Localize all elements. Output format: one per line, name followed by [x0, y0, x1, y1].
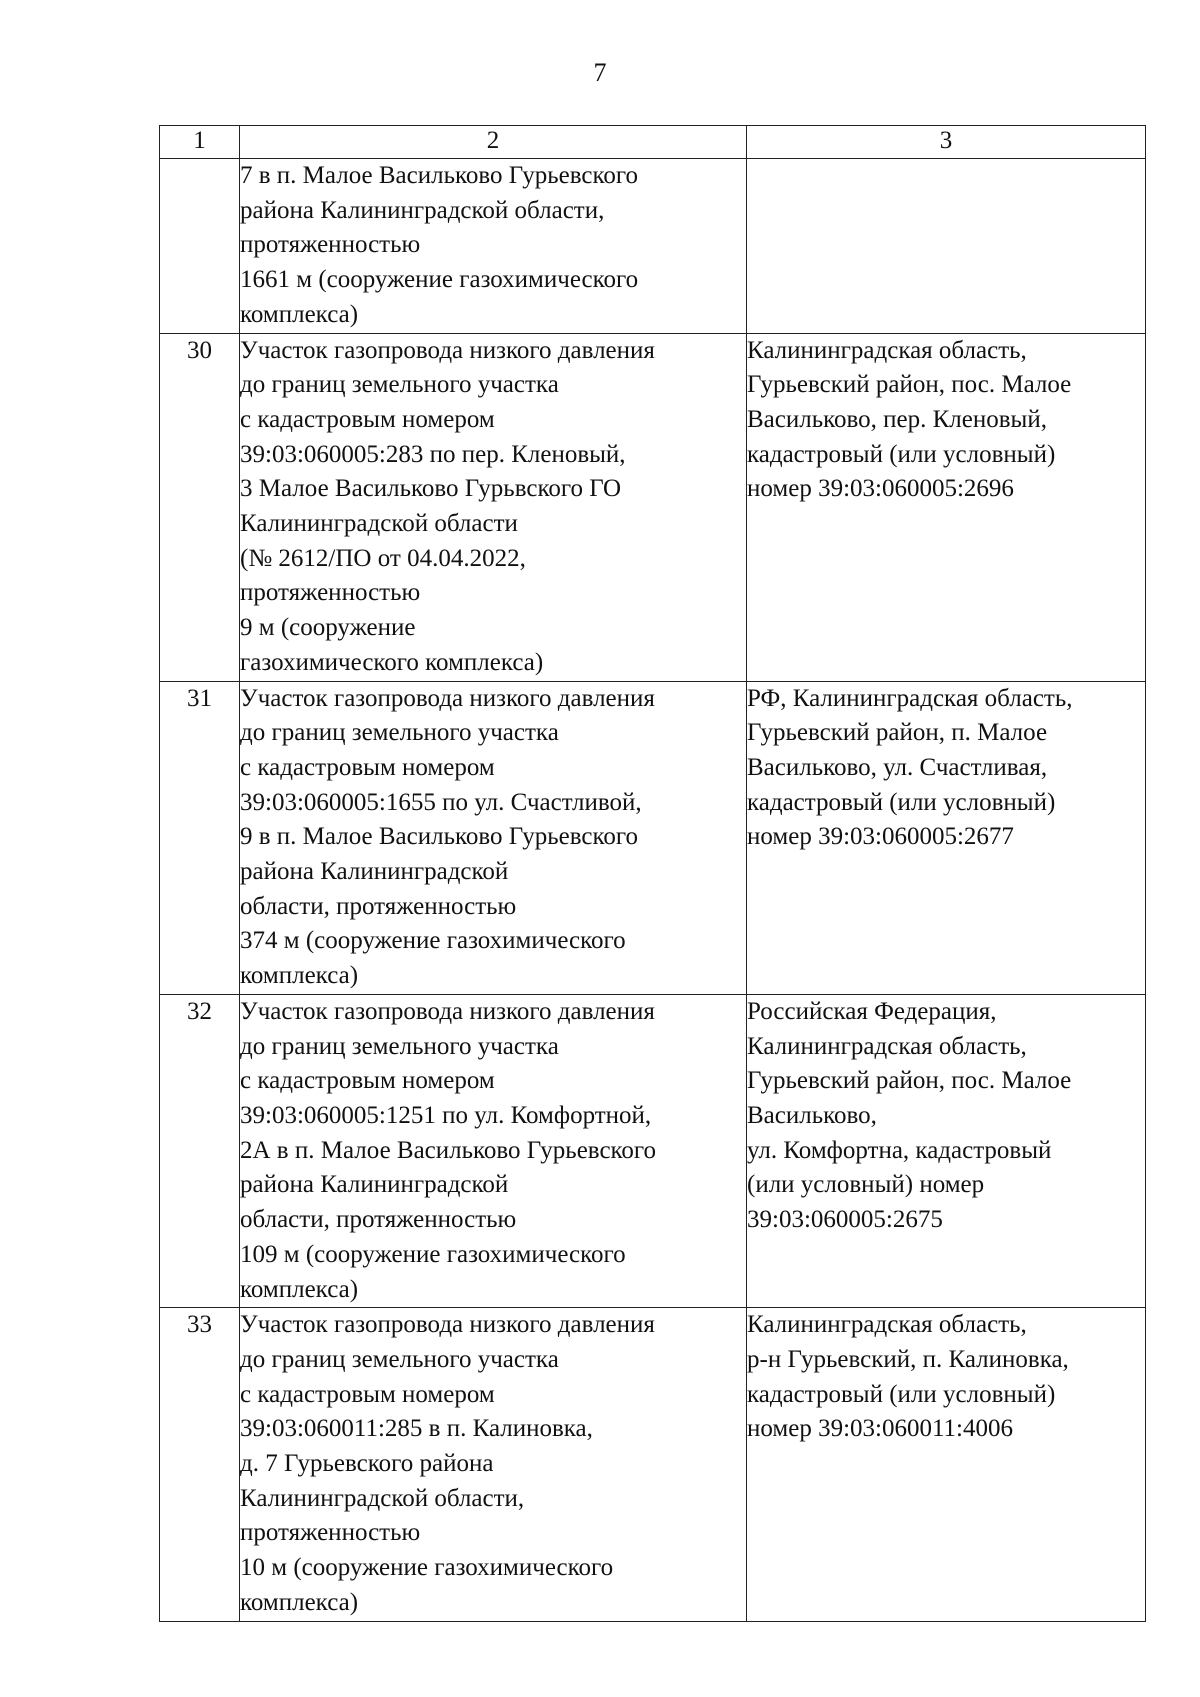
- description-line: с кадастровым номером: [240, 1067, 495, 1095]
- description-line: 10 м (сооружение газохимического: [240, 1554, 614, 1582]
- object-location: [747, 159, 1146, 334]
- description-line: 109 м (сооружение газохимического: [240, 1240, 626, 1268]
- location-line: номер 39:03:060005:2677: [747, 823, 1014, 851]
- description-line: 39:03:060005:1251 по ул. Комфортной,: [240, 1101, 652, 1129]
- location-line: кадастровый (или условный): [747, 788, 1056, 816]
- table-row: [160, 681, 1146, 994]
- description-line: до границ земельного участка: [240, 719, 559, 747]
- description-line: протяженностью: [240, 579, 421, 607]
- object-description: [240, 159, 747, 334]
- location-line: РФ, Калининградская область,: [747, 684, 1073, 712]
- location-line: номер 39:03:060005:2696: [747, 475, 1014, 503]
- location-line: р-н Гурьевский, п. Калиновка,: [747, 1345, 1069, 1373]
- column-header-1: 1: [160, 126, 240, 159]
- location-line: кадастровый (или условный): [747, 1380, 1056, 1408]
- row-number: 31: [160, 681, 240, 994]
- location-line: Калининградская область,: [747, 1032, 1027, 1060]
- description-line: до границ земельного участка: [240, 371, 559, 399]
- description-line: района Калининградской: [240, 858, 509, 886]
- description-line: 3 Малое Васильково Гурьвского ГО: [240, 475, 622, 503]
- description-line: 39:03:060005:1655 по ул. Счастливой,: [240, 788, 642, 816]
- description-line: 7 в п. Малое Васильково Гурьевского: [240, 162, 638, 189]
- description-line: д. 7 Гурьевского района: [240, 1450, 494, 1478]
- object-description: [240, 994, 747, 1307]
- description-line: с кадастровым номером: [240, 753, 495, 781]
- location-line: Гурьевский район, пос. Малое: [747, 1067, 1072, 1095]
- description-line: до границ земельного участка: [240, 1032, 559, 1060]
- description-line: области, протяженностью: [240, 892, 517, 920]
- location-line: Гурьевский район, пос. Малое: [747, 371, 1072, 399]
- description-line: области, протяженностью: [240, 1206, 517, 1234]
- description-line: 39:03:060005:283 по пер. Кленовый,: [240, 440, 626, 468]
- table-body: [160, 159, 1146, 1622]
- object-description: [240, 1308, 747, 1621]
- description-line: с кадастровым номером: [240, 1380, 495, 1408]
- object-description: [240, 681, 747, 994]
- location-line: Васильково, ул. Счастливая,: [747, 753, 1048, 781]
- description-line: Участок газопровода низкого давления: [240, 1311, 655, 1339]
- location-line: Гурьевский район, п. Малое: [747, 719, 1048, 747]
- table-header: [160, 126, 1146, 159]
- description-line: газохимического комплекса): [240, 648, 544, 676]
- description-line: комплекса): [240, 1588, 359, 1616]
- page-number: 7: [593, 58, 607, 87]
- description-line: района Калининградской области,: [240, 196, 605, 224]
- description-line: Калининградской области,: [240, 1484, 525, 1512]
- location-line: Калининградская область,: [747, 336, 1027, 364]
- description-line: 9 в п. Малое Васильково Гурьевского: [240, 823, 638, 851]
- description-line: комплекса): [240, 1275, 359, 1303]
- column-header-2: 2: [240, 126, 747, 159]
- description-line: протяженностью: [240, 1519, 421, 1547]
- object-location: [747, 333, 1146, 681]
- object-description: [240, 333, 747, 681]
- object-location: [747, 681, 1146, 994]
- column-header-3: 3: [747, 126, 1146, 159]
- location-line: 39:03:060005:2675: [747, 1206, 943, 1234]
- table-row: [160, 994, 1146, 1307]
- row-number: 30: [160, 333, 240, 681]
- description-line: района Калининградской: [240, 1171, 509, 1199]
- description-line: Калининградской области: [240, 510, 518, 538]
- object-location: [747, 1308, 1146, 1621]
- description-line: 39:03:060011:285 в п. Калиновка,: [240, 1415, 593, 1443]
- registry-table: [159, 125, 1146, 1622]
- table-row: [160, 333, 1146, 681]
- header-row: [160, 126, 1146, 159]
- table-row: [160, 1308, 1146, 1621]
- description-line: 374 м (сооружение газохимического: [240, 927, 626, 955]
- location-line: Калининградская область,: [747, 1311, 1027, 1339]
- description-line: до границ земельного участка: [240, 1345, 559, 1373]
- description-line: комплекса): [240, 300, 359, 328]
- location-line: Васильково,: [747, 1101, 877, 1129]
- description-line: (№ 2612/ПО от 04.04.2022,: [240, 544, 526, 572]
- description-line: 9 м (сооружение: [240, 614, 416, 642]
- row-number: 33: [160, 1308, 240, 1621]
- description-line: комплекса): [240, 962, 359, 990]
- location-line: ул. Комфортна, кадастровый: [747, 1136, 1052, 1164]
- table-row: [160, 159, 1146, 334]
- location-line: Российская Федерация,: [747, 997, 997, 1025]
- description-line: Участок газопровода низкого давления: [240, 336, 655, 364]
- description-line: 2А в п. Малое Васильково Гурьевского: [240, 1136, 657, 1164]
- description-line: 1661 м (сооружение газохимического: [240, 266, 639, 294]
- location-line: (или условный) номер: [747, 1171, 985, 1199]
- row-number: 32: [160, 994, 240, 1307]
- location-line: кадастровый (или условный): [747, 440, 1056, 468]
- description-line: Участок газопровода низкого давления: [240, 997, 655, 1025]
- description-line: Участок газопровода низкого давления: [240, 684, 655, 712]
- description-line: с кадастровым номером: [240, 405, 495, 433]
- object-location: [747, 994, 1146, 1307]
- row-number: [160, 159, 240, 334]
- location-line: номер 39:03:060011:4006: [747, 1415, 1013, 1443]
- location-line: Васильково, пер. Кленовый,: [747, 405, 1047, 433]
- description-line: протяженностью: [240, 231, 421, 259]
